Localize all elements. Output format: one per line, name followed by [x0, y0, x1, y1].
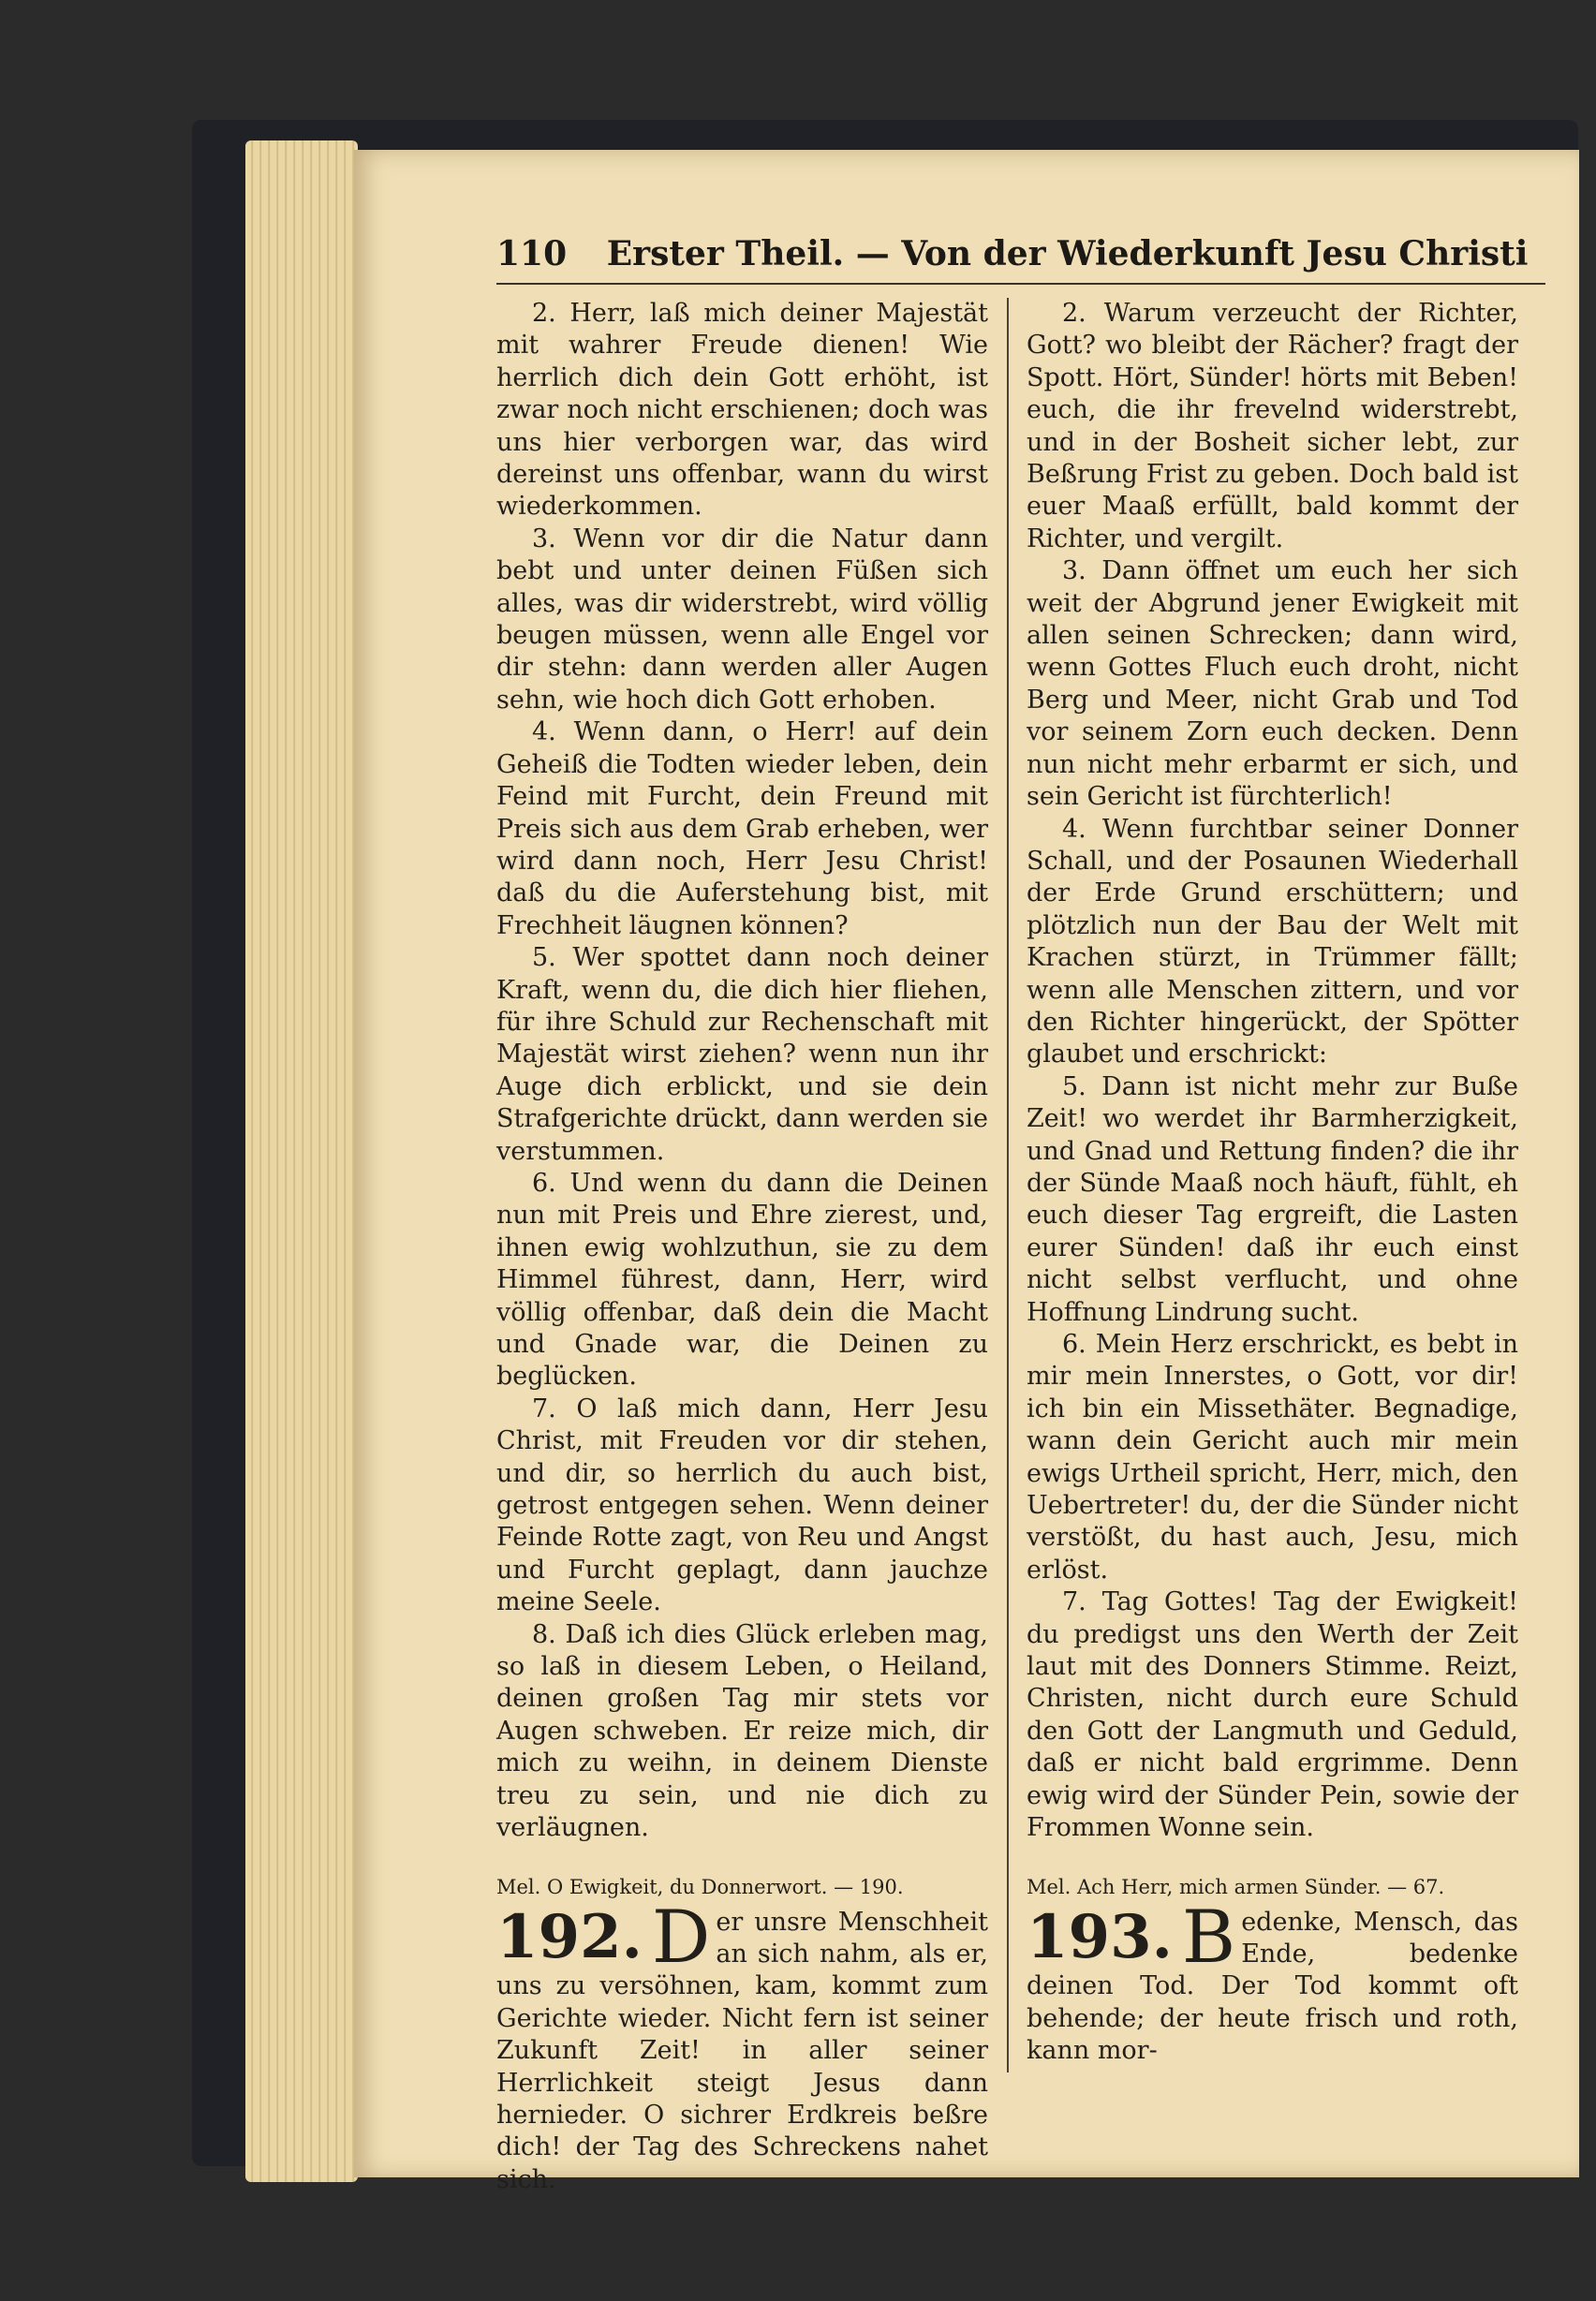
verse-3: 3. Dann öffnet um euch her sich weit der Abgrund jener Ewigkeit mit allen seinen Schrecken; dann wird, wenn Gottes Fluch euch droht, nicht Berg und Meer, nicht Grab und Tod vor seinem Zorn euch decken. Denn nun nicht mehr erbarmt er sich, und sein Gericht ist fürchterlich! — [1027, 556, 1518, 812]
verse-2: 2. Herr, laß mich deiner Majestät mit wahrer Freude dienen! Wie herrlich dich dein Gott erhöht, ist zwar noch nicht erschienen; doch was uns hier verborgen war, das wird dereinst uns offenbar, wann du wirst wiederkommen. — [496, 299, 988, 522]
drop-cap: D — [651, 1895, 711, 1980]
header-rule — [496, 283, 1545, 285]
verse-8: 8. Daß ich dies Glück erleben mag, so laß in diesem Leben, o Heiland, deinen großen Tag mir stets vor Augen schweben. Er reize mich, dir mich zu weihn, in deinem Dienste treu zu sein, und nie dich zu verläugnen. — [496, 1619, 988, 1843]
hymn-text: edenke, Mensch, das Ende, bedenke deinen Tod. Der Tod kommt oft behende; der heute frisch und roth, kann mor- — [1027, 1907, 1518, 2066]
book-page — [354, 150, 1579, 2194]
verse-5: 5. Wer spottet dann noch deiner Kraft, wenn du, die dich hier fliehen, für ihre Schuld zur Rechenschaft mit Majestät wirst ziehen? wenn nun ihr Auge dich erblickt, und sie dein Strafgerichte drückt, dann werden sie verstummen. — [496, 943, 988, 1166]
verse-6: 6. Und wenn du dann die Deinen nun mit Preis und Ehre zierest, und, ihnen ewig wohlzuthun, sie zu dem Himmel führest, dann, Herr, wird völlig offenbar, daß dein die Macht und Gnade war, die Deinen zu beglücken. — [496, 1168, 988, 1392]
hymn-number: 192. — [496, 1901, 643, 1972]
running-title: Erster Theil. — Von der Wiederkunft Jesu Christi — [606, 234, 1529, 273]
verse-3: 3. Wenn vor dir die Natur dann bebt und unter deinen Füßen sich alles, was dir widerstrebt, wird völlig beugen müssen, wenn alle Engel vor dir stehn: dann werden aller Augen sehn, wie hoch dich Gott erhoben. — [496, 524, 988, 715]
running-header — [496, 234, 1545, 273]
verse-4: 4. Wenn furchtbar seiner Donner Schall, und der Posaunen Wiederhall der Erde Grund erschüttern; und plötzlich nun der Bau der Welt mit Krachen stürzt, in Trümmer fällt; wenn alle Menschen zittern, und vor den Richter hingerückt, der Spötter glaubet und erschrickt: — [1027, 814, 1518, 1069]
drop-cap: B — [1181, 1895, 1236, 1980]
page-number: 110 — [496, 234, 568, 273]
right-column — [1027, 298, 1518, 2077]
page-edges — [245, 140, 358, 2182]
hymn-text: er unsre Menschheit an sich nahm, als er, uns zu versöhnen, kam, kommt zum Gerichte wieder. Nicht fern ist seiner Zukunft Zeit! in aller seiner Herrlichkeit steigt Jesus dann hernieder. O sichrer Erdkreis beßre dich! der Tag des Schreckens nahet sich. — [496, 1907, 988, 2194]
verse-5: 5. Dann ist nicht mehr zur Buße Zeit! wo werdet ihr Barmherzigkeit, und Gnad und Rettung finden? die ihr der Sünde Maaß noch häuft, fühlt, eh euch dieser Tag ergreift, die Lasten eurer Sünden! daß ihr euch einst nicht selbst verflucht, und ohne Hoffnung Lindrung sucht. — [1027, 1071, 1518, 1327]
verse-2: 2. Warum verzeucht der Richter, Gott? wo bleibt der Rächer? fragt der Spott. Hört, Sünder! hörts mit Beben! euch, die ihr frevelnd widerstrebt, und in der Bosheit sicher lebt, zur Beßrung Frist zu geben. Doch bald ist euer Maaß erfüllt, bald kommt der Richter, und vergilt. — [1027, 299, 1518, 553]
column-divider — [1007, 298, 1009, 2072]
melody-line: Mel. Ach Herr, mich armen Sünder. — 67. — [1027, 1875, 1445, 1898]
verse-4: 4. Wenn dann, o Herr! auf dein Geheiß die Todten wieder leben, dein Feind mit Furcht, dein Freund mit Preis sich aus dem Grab erheben, wer wird dann noch, Herr Jesu Christ! daß du die Auferstehung bist, mit Frechheit läugnen können? — [496, 717, 988, 940]
hymn-192-first-verse — [496, 1895, 988, 2197]
hymn-number: 193. — [1027, 1901, 1173, 1972]
melody-line: Mel. O Ewigkeit, du Donnerwort. — 190. — [496, 1875, 904, 1898]
verse-6: 6. Mein Herz erschrickt, es bebt in mir mein Innerstes, o Gott, vor dir! ich bin ein Missethäter. Begnadige, wann dein Gericht auch mir mein ewigs Urtheil spricht, Herr, mich, den Uebertreter! du, der die Sünder nicht verstößt, du hast auch, Jesu, mich erlöst. — [1027, 1330, 1518, 1585]
verse-7: 7. O laß mich dann, Herr Jesu Christ, mit Freuden vor dir stehen, und dir, so herrlich du auch bist, getrost entgegen sehen. Wenn deiner Feinde Rotte zagt, von Reu und Angst und Furcht geplagt, dann jauchze meine Seele. — [496, 1394, 988, 1617]
verse-7: 7. Tag Gottes! Tag der Ewigkeit! du predigst uns den Werth der Zeit laut mit des Donners Stimme. Reizt, Christen, nicht durch eure Schuld den Gott der Langmuth und Geduld, daß er nicht bald ergrimme. Denn ewig wird der Sünder Pein, sowie der Frommen Wonne sein. — [1027, 1587, 1518, 1843]
hymn-193-first-verse — [1027, 1895, 1518, 2068]
left-column — [496, 298, 988, 2194]
